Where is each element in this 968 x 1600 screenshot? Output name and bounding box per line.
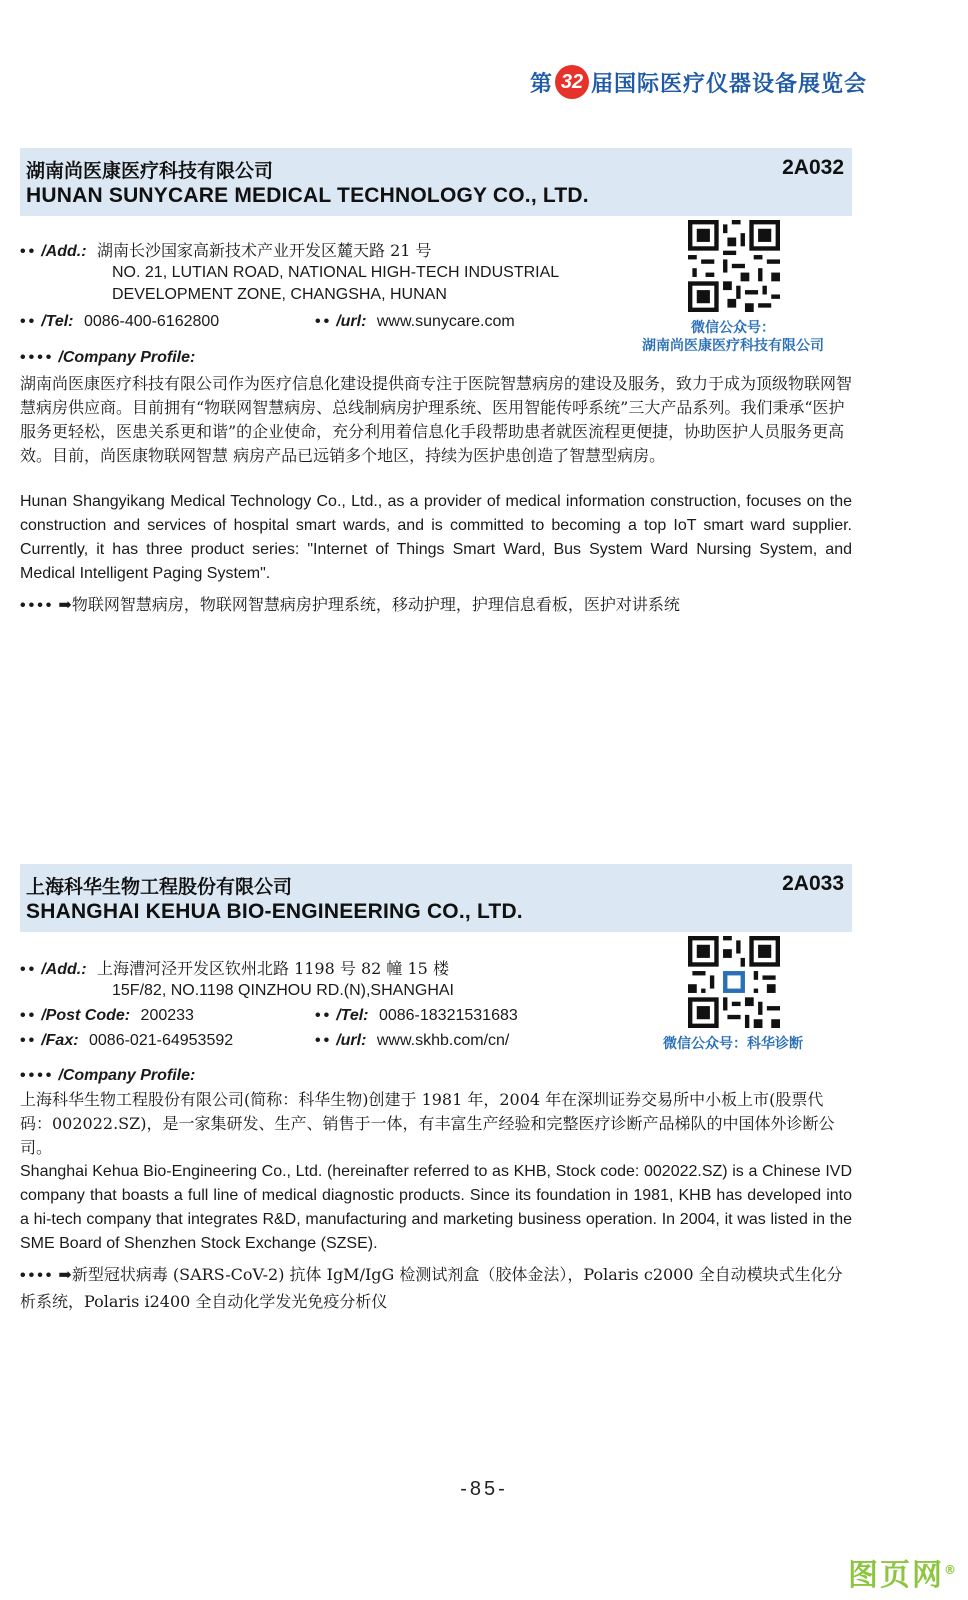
profile-label: •••• /Company Profile: <box>20 349 196 366</box>
address-en-1: NO. 21, LUTIAN ROAD, NATIONAL HIGH-TECH INDUSTRIAL <box>112 264 560 281</box>
address-en-2: DEVELOPMENT ZONE, CHANGSHA, HUNAN <box>112 286 447 303</box>
profile-cn: 上海科华生物工程股份有限公司(简称：科华生物)创建于 1981 年，2004 年在深圳证券交易所中小板上市(股票代码：002022.SZ)，是一家集研发、生产、销售于一体，有丰富生产经验和完整医疗诊断产品梯队的中国体外诊断公司。 <box>20 1090 835 1157</box>
logo-number-badge: 32 <box>555 65 589 99</box>
logo-title: 届国际医疗仪器设备展览会 <box>591 70 868 96</box>
company-name-cn: 上海科华生物工程股份有限公司 <box>26 877 293 898</box>
url-line[interactable]: •• /url: www.skhb.com/cn/ <box>315 1032 510 1049</box>
products-line: •••• ➡新型冠状病毒 (SARS-CoV-2) 抗体 IgM/IgG 检测试剂盒（胶体金法），Polaris c2000 全自动模块式生化分析系统，Polaris i2400 全自动化学发光免疫分析仪 <box>20 1265 843 1311</box>
wechat-caption: 微信公众号：科华诊断 <box>663 1035 803 1051</box>
fax-line: •• /Fax: 0086-021-64953592 <box>20 1032 234 1049</box>
booth-number: 2A033 <box>782 872 844 895</box>
address-en-1: 15F/82, NO.1198 QINZHOU RD.(N),SHANGHAI <box>112 982 454 999</box>
logo-prefix: 第 <box>530 70 554 96</box>
profile-label: •••• /Company Profile: <box>20 1067 196 1084</box>
products-line: •••• ➡物联网智慧病房，物联网智慧病房护理系统，移动护理，护理信息看板，医护对讲系统 <box>20 595 680 614</box>
company-name-en: HUNAN SUNYCARE MEDICAL TECHNOLOGY CO., LTD. <box>26 184 589 207</box>
wechat-caption: 微信公众号： 湖南尚医康医疗科技有限公司 <box>642 319 824 353</box>
company-name-cn: 湖南尚医康医疗科技有限公司 <box>26 161 274 182</box>
watermark-logo: 图页网® <box>848 1558 958 1593</box>
profile-en: Shanghai Kehua Bio-Engineering Co., Ltd. (hereinafter referred to as KHB, Stock code: 002022.SZ) is a Chinese IVD company that boasts a full line of medical diagnostic products. Since its foundation in 1981, KHB has developed into a hi-tech company that integrates R&D, manufacturing and marketing business operation. In 2004, it was listed in the SME Board of Shenzhen Stock Exchange (SZSE). <box>20 1163 852 1252</box>
tel-line: •• /Tel: 0086-18321531683 <box>315 1007 518 1024</box>
address-line: •• /Add.: 湖南长沙国家高新技术产业开发区麓天路 21 号 <box>20 241 432 260</box>
company-header-1 <box>20 148 852 216</box>
tel-line: •• /Tel: 0086-400-6162800 <box>20 313 220 330</box>
exhibition-logo <box>530 62 890 102</box>
profile-en: Hunan Shangyikang Medical Technology Co., Ltd., as a provider of medical information construction, focuses on the construction and services of hospital smart wards, and is committed to becoming a top IoT smart ward supplier. Currently, it has three product series: "Internet of Things Smart Ward, Bus System Ward Nursing System, and Medical Intelligent Paging System". <box>20 493 852 582</box>
page-number: -85- <box>460 1478 508 1500</box>
company-header-2 <box>20 864 852 932</box>
address-line: •• /Add.: 上海漕河泾开发区钦州北路 1198 号 82 幢 15 楼 <box>20 959 449 978</box>
booth-number: 2A032 <box>782 156 844 179</box>
qr-code-icon <box>688 936 780 1028</box>
qr-code-icon <box>688 220 780 312</box>
url-line[interactable]: •• /url: www.sunycare.com <box>315 313 515 330</box>
postcode-line: •• /Post Code: 200233 <box>20 1007 194 1024</box>
company-name-en: SHANGHAI KEHUA BIO-ENGINEERING CO., LTD. <box>26 900 523 923</box>
profile-cn: 湖南尚医康医疗科技有限公司作为医疗信息化建设提供商专注于医院智慧病房的建设及服务，致力于成为顶级物联网智慧病房供应商。目前拥有“物联网智慧病房、总线制病房护理系统、医用智能传呼系统”三大产品系列。我们秉承“医护服务更轻松，医患关系更和谐”的企业使命，充分利用着信息化手段帮助患者就医流程更便捷，协助医护人员服务更高效。目前，尚医康物联网智慧 病房产品已远销多个地区，持续为医护患创造了智慧型病房。 <box>20 374 853 465</box>
